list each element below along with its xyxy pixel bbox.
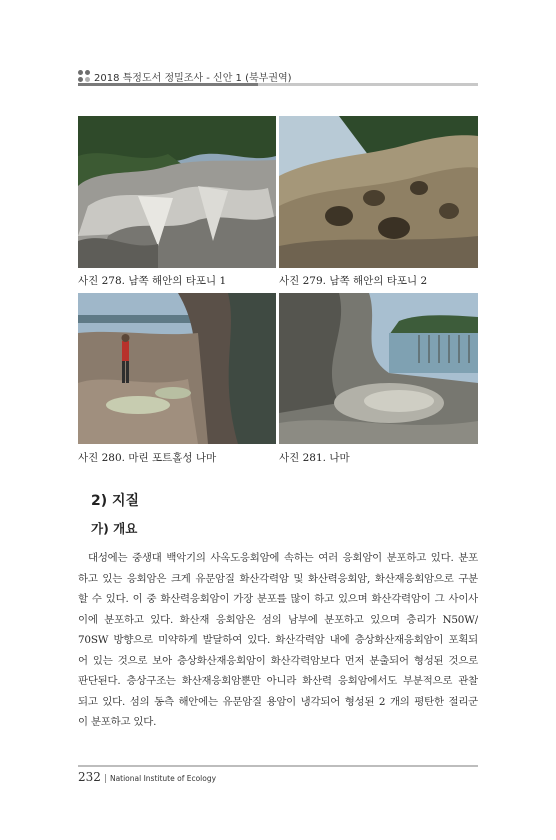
body-paragraph <box>78 548 478 733</box>
footer-separator: | <box>103 774 107 784</box>
footer-rule <box>78 765 478 767</box>
subsection-title: 가) 개요 <box>91 521 138 536</box>
photo-280 <box>78 293 276 444</box>
header-rule <box>78 83 478 86</box>
paragraph-line: 판단된다. 층상구조는 화산재응회암뿐만 아니라 화산력 응회암에서도 부분적으로 관찰 <box>78 675 478 687</box>
paragraph-line: 할 수 있다. 이 중 화산력응회암이 가장 분포를 많이 하고 있으며 화산각력암이 그 사이사 <box>78 593 478 605</box>
photo-281 <box>279 293 478 444</box>
paragraph-line: 이에 분포하고 있다. 화산재 응회암은 섬의 남부에 분포하고 있으며 층리가 N50W/ <box>78 613 478 626</box>
page-footer <box>78 770 216 784</box>
header-title: 2018 특정도서 정밀조사 - 신안 1 (북부권역) <box>94 72 292 84</box>
paragraph-line: 이 분포하고 있다. <box>78 716 157 728</box>
section-title: 2) 지질 <box>91 493 140 509</box>
photo-caption: 사진 278. 남쪽 해안의 타포니 1 <box>78 275 227 287</box>
paragraph-line: 어 있는 것으로 보아 층상화산재응회암이 화산각력암보다 먼저 분출되어 형성된 것으로 <box>78 654 478 667</box>
paragraph-line: 되고 있다. 섬의 동측 해안에는 유문암질 용암이 냉각되어 형성된 2 개의 평탄한 절리군 <box>78 695 478 708</box>
header-bullet-icon <box>78 70 90 82</box>
paragraph-line: 70SW 방향으로 미약하게 발달하여 있다. 화산각력암 내에 층상화산재응회암이 포획되 <box>78 634 478 646</box>
photo-caption: 사진 281. 나마 <box>279 452 350 464</box>
paragraph-line: 대성에는 중생대 백악기의 사옥도응회암에 속하는 여러 응회암이 분포하고 있다. 분포 <box>88 552 478 564</box>
page-number: 232 <box>78 770 101 784</box>
photo-279 <box>279 116 478 268</box>
photo-caption: 사진 279. 남쪽 해안의 타포니 2 <box>279 275 428 287</box>
photo-caption: 사진 280. 마린 포트홀성 나마 <box>78 452 217 464</box>
photo-278 <box>78 116 276 268</box>
paragraph-line: 하고 있는 응회암은 크게 유문암질 화산각력암 및 화산력응회암, 화산재응회암으로 구분 <box>78 572 478 585</box>
footer-label: National Institute of Ecology <box>109 774 217 783</box>
